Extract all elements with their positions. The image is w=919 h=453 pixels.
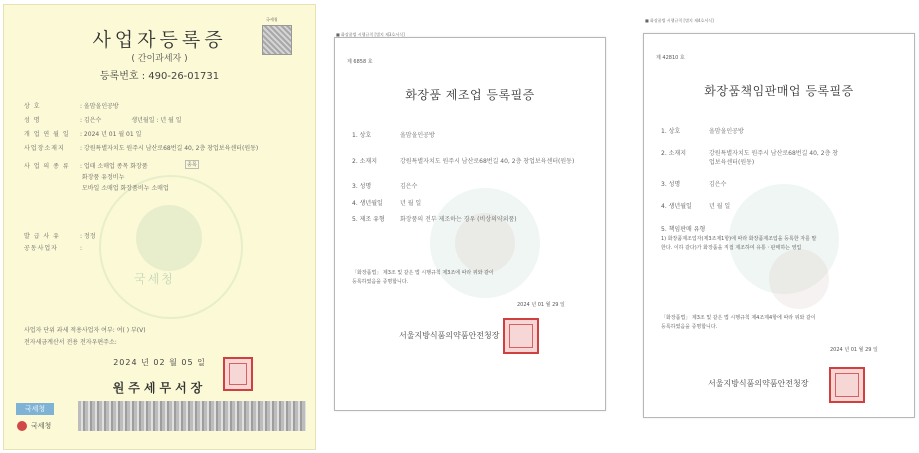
doc3-type-line: 1) 화장품제조업자(제3조제1항)에 따라 화장품제조업을 등록한 자를 말 — [661, 236, 817, 242]
doc1-row: 화장품 유정비누 — [80, 174, 125, 181]
tax-office-name: 원주세무서장 — [112, 381, 207, 395]
official-seal-icon — [829, 367, 865, 403]
category-tag: 종목 — [187, 162, 197, 168]
watermark-taegeuk-icon — [769, 249, 829, 309]
doc3-note-line: 등록하였음을 증명합니다. — [661, 324, 718, 330]
doc3-issuer: 서울지방식품의약품안전청장 — [708, 379, 809, 388]
doc2-row: 5. 제조 유형 화장품의 전부 제조하는 경우 (비상의약외품) — [352, 216, 517, 223]
doc3-row: 4. 생년월일 년 월 일 — [661, 203, 731, 210]
doc1-subtitle: ( 간이과세자 ) — [131, 54, 188, 64]
doc2-row: 4. 생년월일 년 월 일 — [352, 200, 422, 207]
doc1-row: 전자세금계산서 전용 전자우편주소: — [24, 339, 117, 346]
doc1-row: 사 업 의 종 류 : 업태 소매업 종목 화장품 — [24, 163, 148, 170]
doc2-issue-date: 2024 년 01 월 29 일 — [517, 302, 565, 308]
nts-emblem-icon — [17, 421, 27, 431]
doc1-issue-date: 2024 년 02 월 05 일 — [113, 358, 206, 367]
doc2-row: 1. 상호 올맘올인공방 — [352, 132, 435, 139]
cosmetics-distributor-certificate — [643, 33, 915, 418]
doc3-row: 3. 성명 김은수 — [661, 181, 727, 188]
doc2-row: 2. 소재지 강원특별자치도 원주시 남산로68번길 40, 2층 창업보육센터(원동) — [352, 158, 575, 165]
doc3-issue-date: 2024 년 01 월 29 일 — [830, 347, 878, 353]
nts-logo-text: 국세청 — [31, 422, 52, 430]
official-seal-icon — [503, 318, 539, 354]
doc1-row: 발 급 사 유 : 정정 — [24, 233, 96, 240]
doc3-row: 5. 책임판매 유형 — [661, 226, 706, 233]
doc2-row: 3. 성명 김은수 — [352, 183, 418, 190]
doc3-note-line: 「화장품법」 제3조 및 같은 법 시행규칙 제4조제4항에 따라 위와 같이 — [661, 315, 816, 321]
business-registration-certificate — [3, 4, 316, 450]
doc2-form-header: ■ 화장품법 시행규칙 [별지 제3호서식] — [336, 32, 405, 37]
doc3-row: 2. 소재지 강원특별자치도 원주시 남산로68번길 40, 2층 창 — [661, 150, 839, 157]
doc3-number: 제 42810 호 — [656, 55, 685, 61]
doc1-row: 사업자 단위 과세 적용사업자 여부: 여( ) 부(V) — [24, 327, 146, 334]
doc3-type-line: 한다. 이하 같다)가 화장품을 직접 제조하여 유통ㆍ판매하는 영업 — [661, 245, 802, 251]
doc2-note-line: 등록하였음을 증명합니다. — [352, 279, 409, 285]
doc2-issuer: 서울지방식품의약품안전청장 — [399, 331, 500, 340]
doc2-note-line: 「화장품법」 제3조 및 같은 법 시행규칙 제3조에 따라 위와 같이 — [352, 270, 494, 276]
doc1-row: 성 명 : 김은수 생년월일 : 년 월 일 — [24, 117, 182, 124]
nts-logo-box: 국세청 — [16, 403, 54, 415]
doc1-row: 모바일 소매업 화장품비누 소매업 — [80, 185, 169, 192]
doc1-row: 상 호 : 올맘올인공방 — [24, 103, 119, 110]
watermark-text: 국세청 — [134, 272, 175, 286]
doc1-row: 사업장소재지 : 강원특별자치도 원주시 남산로68번길 40, 2층 창업보육센터(원동) — [24, 145, 259, 152]
watermark-taegeuk-icon — [136, 205, 202, 271]
doc3-form-header: ■ 화장품법 시행규칙 [별지 제4호서식] — [645, 18, 714, 23]
registration-number: 등록번호 : 490-26-01731 — [99, 71, 220, 82]
doc2-title: 화장품 제조업 등록필증 — [405, 88, 535, 102]
doc1-title: 사업자등록증 — [92, 29, 227, 51]
doc3-row: 업보육센터(원동) — [709, 159, 755, 166]
doc3-row: 1. 상호 올맘올인공방 — [661, 128, 744, 135]
qr-label: 국세청 — [266, 17, 278, 22]
doc3-title: 화장품책임판매업 등록필증 — [704, 84, 854, 98]
barcode-icon — [78, 401, 306, 431]
cosmetics-manufacturer-certificate — [334, 37, 606, 411]
doc1-row: 공동사업자 : — [24, 245, 83, 252]
doc2-number: 제 6858 호 — [347, 59, 373, 65]
doc1-row: 개 업 연 월 일 : 2024 년 01 월 01 일 — [24, 131, 142, 138]
official-seal-icon — [223, 357, 253, 391]
